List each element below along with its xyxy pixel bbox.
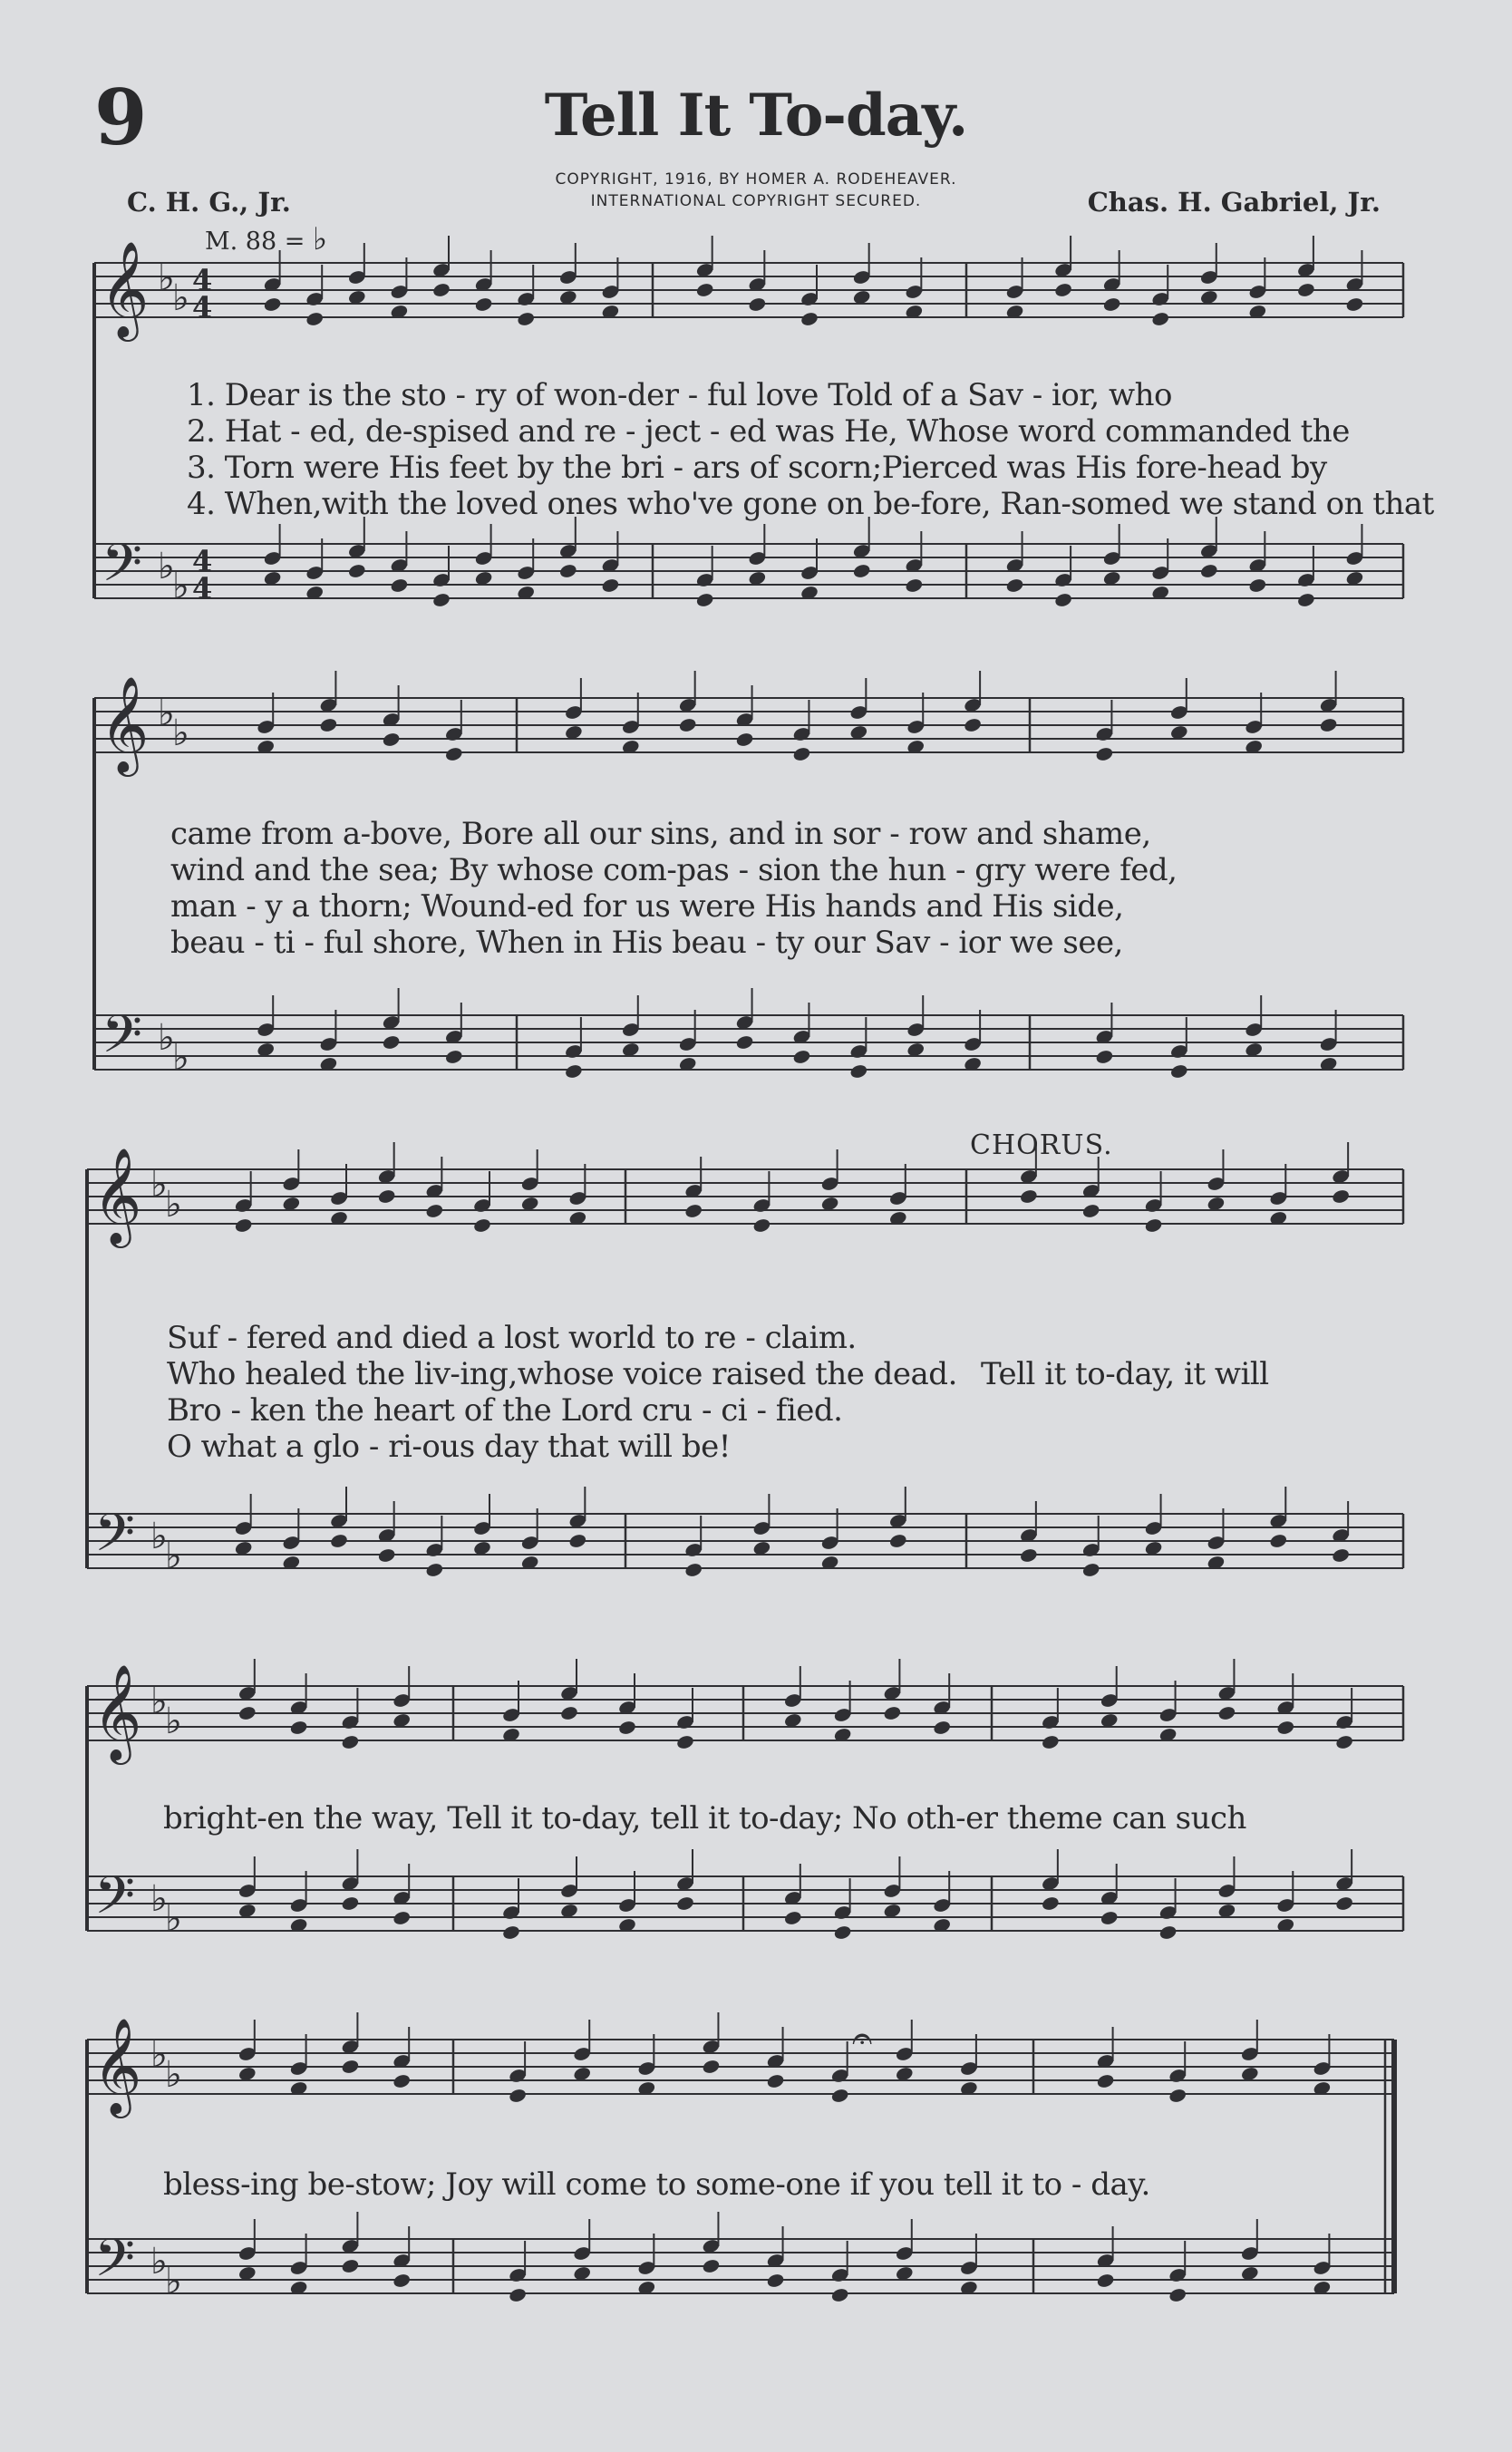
system-5-treble-note xyxy=(766,2073,785,2089)
system-1-treble-note xyxy=(1102,296,1121,313)
system-1-bass-time-signature: 4 xyxy=(192,544,213,578)
system-5-treble-key-signature: ♭ xyxy=(165,2054,182,2096)
system-3-bass-note xyxy=(1019,1547,1038,1564)
system-2-treble-note xyxy=(792,746,811,762)
system-3-treble-note xyxy=(1331,1188,1350,1205)
system-1-bass-note xyxy=(601,577,620,594)
system-4-bass-key-signature: ♭ xyxy=(165,1898,182,1940)
system-1-bass-note xyxy=(558,563,577,579)
hymn-number: 9 xyxy=(94,73,148,162)
system-3-bass-note xyxy=(1081,1562,1100,1578)
system-1-treble-time-signature: 4 xyxy=(192,263,213,297)
system-5-bass-note xyxy=(341,2258,360,2274)
system-3-treble-note xyxy=(684,1203,703,1219)
system-4-bass-note xyxy=(783,1910,802,1926)
system-1-treble-note xyxy=(1345,296,1364,313)
system-3-treble-note xyxy=(1019,1188,1038,1205)
verse-3-line-a: 3. Torn were His feet by the bri - ars of scorn;Pierced was His fore-head by xyxy=(187,450,1327,486)
lyricist-credit: C. H. G., Jr. xyxy=(127,187,291,218)
system-3-treble-note xyxy=(1144,1217,1163,1234)
system-1-treble-note xyxy=(263,296,282,313)
system-1-treble-note xyxy=(517,311,536,327)
system-4-bass-note xyxy=(675,1895,694,1912)
system-4-bass-note xyxy=(1100,1910,1119,1926)
system-1-bass-note xyxy=(1005,577,1024,594)
system-4-treble-note xyxy=(1334,1734,1353,1750)
verse-2-line-a: 2. Hat - ed, de-spised and re - ject - ed was He, Whose word commanded the xyxy=(187,413,1350,450)
system-3-bass-note xyxy=(1269,1533,1288,1549)
verse-3-line-b: man - y a thorn; Wound-ed for us were His hands and His side, xyxy=(170,888,1124,925)
system-4-treble-note xyxy=(1276,1720,1295,1736)
system-5-treble-note xyxy=(1168,2088,1187,2104)
system-5-bass-note xyxy=(1096,2273,1115,2289)
system-2-treble-note xyxy=(963,717,982,733)
verse-1-line-c: Suf - fered and died a lost world to re - claim. xyxy=(167,1320,857,1356)
verse-2-line-c: Who healed the liv-ing,whose voice raised the dead. xyxy=(167,1356,957,1392)
system-5-bass-note xyxy=(1168,2287,1187,2303)
system-4-treble-note xyxy=(559,1705,578,1721)
system-4-bass-note xyxy=(393,1910,412,1926)
system-4-treble-note xyxy=(617,1720,636,1736)
system-1-bass-note xyxy=(1248,577,1267,594)
chorus-line-2: bright-en the way, Tell it to-day, tell it to-day; No oth-er theme can such xyxy=(163,1800,1246,1837)
system-5-bass-note xyxy=(702,2258,721,2274)
system-4-bass-note xyxy=(501,1924,520,1941)
system-1-treble-key-signature: ♭ xyxy=(158,257,175,299)
hymn-title: Tell It To-day. xyxy=(544,82,968,150)
system-4-treble-note xyxy=(289,1720,308,1736)
system-2-treble-note xyxy=(444,746,463,762)
system-2-treble-note xyxy=(1319,717,1338,733)
system-5-treble-note xyxy=(702,2059,721,2075)
system-2-bass-note xyxy=(849,1063,868,1080)
verse-1-line-b: came from a-bove, Bore all our sins, and in sor - row and shame, xyxy=(170,816,1151,852)
system-5-bass-clef-icon: 𝄢 xyxy=(94,2227,136,2302)
system-4-bass-clef-icon: 𝄢 xyxy=(94,1865,136,1939)
system-1-bass-note xyxy=(347,563,366,579)
system-3-treble-note xyxy=(377,1188,396,1205)
system-4-bass-note xyxy=(341,1895,360,1912)
system-4-treble-clef-icon: 𝄞 xyxy=(92,1663,142,1760)
system-3-bass-key-signature: ♭ xyxy=(165,1536,182,1577)
system-5-bass-note xyxy=(830,2287,849,2303)
system-2-bass-note xyxy=(1095,1049,1114,1065)
chorus-line-3: bless-ing be-stow; Joy will come to some-one if you tell it to - day. xyxy=(163,2166,1150,2203)
system-5-treble-note xyxy=(341,2059,360,2075)
system-3-treble-note xyxy=(1081,1203,1100,1219)
system-4-treble-note xyxy=(883,1705,902,1721)
system-5-bass-key-signature: ♭ xyxy=(150,2241,168,2282)
system-1-bass-note xyxy=(1199,563,1218,579)
verse-2-line-b: wind and the sea; By whose com-pas - sion the hun - gry were fed, xyxy=(170,852,1178,888)
system-1-treble-note xyxy=(695,282,714,298)
system-5-treble-note xyxy=(1096,2073,1115,2089)
system-1-bass-key-signature: ♭ xyxy=(172,566,189,607)
system-4-bass-key-signature: ♭ xyxy=(150,1878,168,1920)
system-3-bass-note xyxy=(568,1533,587,1549)
fermata-icon: 𝄐 xyxy=(852,2018,873,2059)
system-1-treble-note xyxy=(800,311,819,327)
system-4-treble-note xyxy=(237,1705,257,1721)
system-4-bass-note xyxy=(833,1924,852,1941)
system-4-treble-note xyxy=(675,1734,694,1750)
system-1-bass-time-signature: 4 xyxy=(192,571,213,606)
system-3-treble-note xyxy=(234,1217,253,1234)
system-1-treble-key-signature: ♭ xyxy=(172,277,189,319)
system-3-bass-note xyxy=(329,1533,348,1549)
system-4-treble-note xyxy=(933,1720,952,1736)
system-1-treble-note xyxy=(1053,282,1072,298)
system-1-treble-time-signature: 4 xyxy=(192,290,213,325)
system-4-bass-note xyxy=(1158,1924,1178,1941)
system-1-treble-note xyxy=(305,311,325,327)
system-2-bass-key-signature: ♭ xyxy=(158,1017,175,1059)
system-3-bass-note xyxy=(684,1562,703,1578)
system-1-bass-note xyxy=(1053,592,1072,608)
system-4-treble-note xyxy=(341,1734,360,1750)
system-1-bass-note xyxy=(390,577,409,594)
system-4-bass-note xyxy=(1334,1895,1353,1912)
system-1-treble-note xyxy=(748,296,767,313)
system-1-bass-note xyxy=(695,592,714,608)
tempo-text: M. 88 = xyxy=(205,228,305,256)
verse-3-line-c: Bro - ken the heart of the Lord cru - ci - fied. xyxy=(167,1392,843,1429)
system-2-treble-note xyxy=(735,732,754,748)
system-1-treble-note xyxy=(474,296,493,313)
system-1-treble-note xyxy=(1296,282,1315,298)
system-1-bass-key-signature: ♭ xyxy=(158,546,175,587)
system-2-bass-note xyxy=(735,1034,754,1051)
system-3-treble-note xyxy=(425,1203,444,1219)
system-3-treble-note xyxy=(752,1217,771,1234)
system-5-treble-note xyxy=(508,2088,527,2104)
system-2-treble-note xyxy=(678,717,697,733)
chorus-label: CHORUS. xyxy=(970,1129,1113,1161)
system-2-bass-note xyxy=(792,1049,811,1065)
system-3-treble-clef-icon: 𝄞 xyxy=(92,1147,142,1244)
system-3-treble-note xyxy=(472,1217,491,1234)
system-2-treble-clef-icon: 𝄞 xyxy=(100,675,150,772)
chorus-line-start: Tell it to-day, it will xyxy=(981,1356,1269,1392)
system-3-bass-note xyxy=(425,1562,444,1578)
system-5-bass-note xyxy=(508,2287,527,2303)
system-1-treble-note xyxy=(431,282,451,298)
copyright-notice: INTERNATIONAL COPYRIGHT SECURED. xyxy=(590,192,922,210)
system-3-treble-key-signature: ♭ xyxy=(165,1184,182,1226)
system-4-treble-key-signature: ♭ xyxy=(165,1701,182,1742)
system-2-treble-key-signature: ♭ xyxy=(172,712,189,754)
verse-4-line-b: beau - ti - ful shore, When in His beau - ty our Sav - ior we see, xyxy=(170,925,1123,961)
half-note-icon: ♭ xyxy=(312,221,328,257)
copyright-line: COPYRIGHT, 1916, BY HOMER A. RODEHEAVER. xyxy=(555,170,957,189)
verse-1-line-a: 1. Dear is the sto - ry of won-der - ful love Told of a Sav - ior, who xyxy=(187,377,1172,413)
system-3-treble-key-signature: ♭ xyxy=(150,1164,168,1206)
system-1-bass-clef-icon: 𝄢 xyxy=(102,532,143,606)
system-1-bass-note xyxy=(431,592,451,608)
system-2-bass-note xyxy=(382,1034,401,1051)
verse-4-line-c: O what a glo - ri-ous day that will be! xyxy=(167,1429,731,1465)
system-1-bass-note xyxy=(905,577,924,594)
system-3-bass-key-signature: ♭ xyxy=(150,1516,168,1557)
system-2-bass-note xyxy=(444,1049,463,1065)
system-5-treble-clef-icon: 𝄞 xyxy=(92,2017,142,2114)
system-3-bass-note xyxy=(888,1533,907,1549)
system-3-bass-note xyxy=(1331,1547,1350,1564)
system-4-treble-note xyxy=(1217,1705,1236,1721)
system-2-treble-key-signature: ♭ xyxy=(158,693,175,734)
system-3-bass-clef-icon: 𝄢 xyxy=(94,1502,136,1576)
system-2-bass-note xyxy=(564,1063,583,1080)
system-5-treble-note xyxy=(830,2088,849,2104)
system-1-treble-note xyxy=(1151,311,1170,327)
system-5-bass-note xyxy=(766,2273,785,2289)
system-5-treble-note xyxy=(393,2073,412,2089)
system-5-treble-key-signature: ♭ xyxy=(150,2034,168,2076)
system-2-treble-note xyxy=(1095,746,1114,762)
system-1-bass-note xyxy=(852,563,871,579)
system-2-bass-note xyxy=(1169,1063,1188,1080)
system-1-bass-note xyxy=(1296,592,1315,608)
system-3-bass-note xyxy=(377,1547,396,1564)
system-1-treble-clef-icon: 𝄞 xyxy=(100,240,150,337)
system-2-treble-note xyxy=(319,717,338,733)
system-4-treble-note xyxy=(1041,1734,1060,1750)
composer-credit: Chas. H. Gabriel, Jr. xyxy=(1087,187,1381,218)
system-5-bass-note xyxy=(393,2273,412,2289)
verse-4-line-a: 4. When,with the loved ones who've gone on be-fore, Ran-somed we stand on that xyxy=(187,486,1434,522)
system-4-bass-note xyxy=(1041,1895,1060,1912)
system-2-bass-clef-icon: 𝄢 xyxy=(102,1003,143,1078)
system-5-bass-key-signature: ♭ xyxy=(165,2261,182,2302)
system-4-treble-key-signature: ♭ xyxy=(150,1681,168,1722)
system-2-bass-key-signature: ♭ xyxy=(172,1037,189,1079)
system-2-treble-note xyxy=(382,732,401,748)
